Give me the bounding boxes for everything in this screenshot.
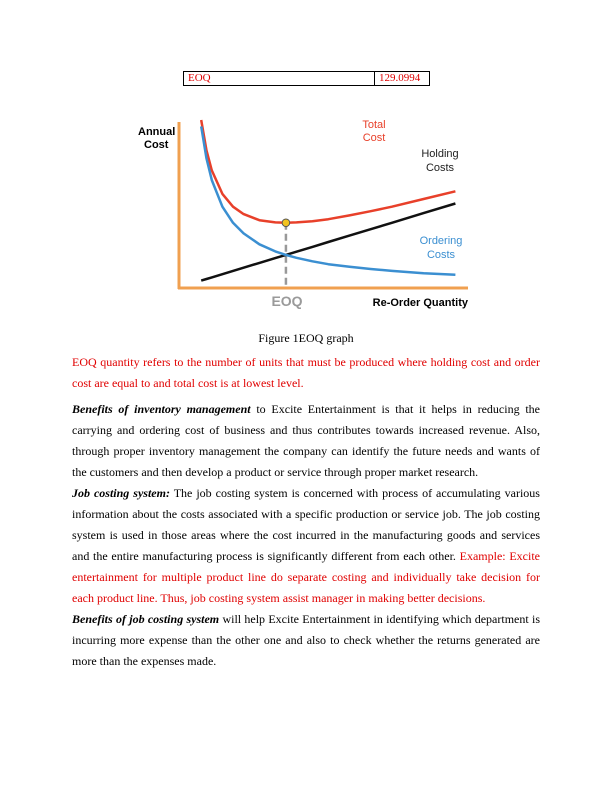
eoq-table [183, 71, 430, 86]
table-value: 129.0994 [375, 72, 430, 86]
x-axis-label: Re-Order Quantity [372, 297, 468, 309]
eoq-chart [130, 112, 480, 312]
total-cost-label-line1: Total [362, 119, 386, 131]
figure-caption: Figure 1EOQ graph [258, 331, 354, 345]
inventory-benefits-text: to Excite Entertainment is that it helps in reducing the carrying and ordering cost of business and thus contributes towards increased revenue. Also, through proper inventory management the company can identify the future needs and wants of the customers and then develop a product or service through proper market research. [72, 402, 540, 479]
y-axis-label-line2: Cost [144, 139, 169, 151]
job-costing-benefits-text: will help Excite Entertainment in identifying which department is incurring more expense than the other one and also to check whether the returns generated are more than the expenses made. [72, 612, 540, 668]
job-costing-benefits-heading: Benefits of job costing system [72, 612, 220, 626]
table-key: EOQ [184, 72, 375, 86]
eoq-axis-label: EOQ [271, 293, 303, 309]
holding-costs-label-line1: Holding [421, 148, 459, 160]
ordering-costs-label-line1: Ordering [419, 235, 463, 247]
paragraph-eoq-definition: EOQ quantity refers to the number of units that must be produced where holding cost and order cost are equal to and total cost is at lowest level. [72, 355, 540, 390]
paragraph-job-costing-benefits [72, 609, 540, 672]
total-cost-line [201, 120, 455, 223]
job-costing-text: The job costing system is concerned with process of accumulating various information about the costs associated with a specific production or service job. The job costing system is used in those areas where the cost incurred in the manufacturing goods and services and the entire manufacturing process is significantly different from each other. [72, 486, 540, 563]
job-costing-example: Example: Excite entertainment for multiple product line do separate costing and individually take decision for each product line. Thus, job costing system assist manager in making better decisions. [72, 549, 540, 605]
y-axis-label-line1: Annual [138, 126, 176, 138]
holding-costs-line [201, 204, 455, 281]
body-text [72, 352, 540, 672]
inventory-benefits-heading: Benefits of inventory management [72, 402, 251, 416]
paragraph-job-costing [72, 483, 540, 609]
eoq-point-marker [282, 219, 290, 227]
table-row [184, 72, 430, 86]
ordering-costs-label-line2: Costs [426, 249, 456, 261]
paragraph-inventory-benefits [72, 399, 540, 483]
total-cost-label-line2: Cost [362, 132, 386, 144]
holding-costs-label-line2: Costs [425, 162, 455, 174]
job-costing-heading: Job costing system: [72, 486, 170, 500]
